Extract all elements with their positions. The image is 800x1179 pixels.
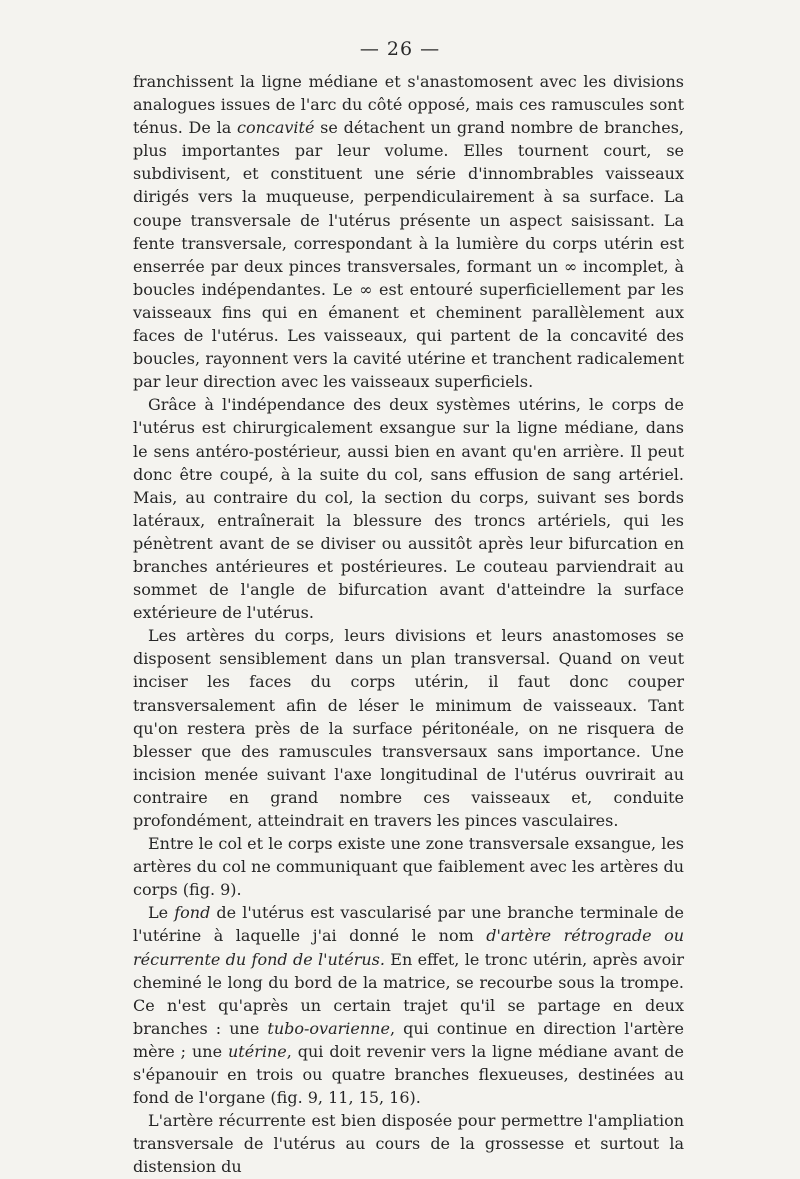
text-run: de l'utérus est vascularisé par une branche terminale de l'utérine à laquelle j'ai donné le nom xyxy=(133,903,684,946)
italic-run: tubo-ovarienne xyxy=(267,1018,390,1038)
text-run: Les artères du corps, leurs divisions et leurs anastomoses se disposent sensiblement dans un plan transversal. Quand on veut inciser les faces du corps utérin, il faut donc couper transversalement afin de léser le minimum de vaisseaux. Tant qu'on restera près de la surface péritonéale, on ne risquera de blesser que des ramuscules transversaux sans importance. Une incision menée suivant l'axe longitudinal de l'utérus ouvrirait au contraire en grand nombre ces vaisseaux et, conduite profondément, atteindrait en travers les pinces vasculaires. xyxy=(133,626,684,830)
text-run: se détachent un grand nombre de branches, plus importantes par leur volume. Elles tournent court, se subdivisent, et constituent une série d'innombrables vaisseaux dirigés vers la muqueuse, perpendiculairement à sa surface. La coupe transversale de l'utérus présente un aspect saisissant. La fente transversale, correspondant à la lumière du corps utérin est enserrée par deux pinces transversales, formant un ∞ incomplet, à boucles indépendantes. Le ∞ est entouré superficiellement par les vaisseaux fins qui en émanent et cheminent parallèlement aux faces de l'utérus. Les vaisseaux, qui partent de la concavité des boucles, rayonnent vers la cavité utérine et tranchent radicalement par leur direction avec les vaisseaux superficiels. xyxy=(133,118,684,392)
italic-run: concavité xyxy=(236,118,315,138)
text-run: L'artère récurrente est bien disposée pour permettre l'ampliation transversale de l'utérus au cours de la grossesse et surtout la distension du xyxy=(133,1111,684,1177)
text-run: franchissent la ligne médiane et s'anastomosent avec les divisions analogues issues de l'arc du côté opposé, mais ces ramuscules sont ténus. De la xyxy=(133,72,684,138)
body-text xyxy=(133,70,684,1179)
page-number: — 26 — xyxy=(359,38,441,60)
text-run: , qui doit revenir vers la ligne médiane avant de s'épanouir en trois ou quatre branches flexueuses, destinées au fond de l'organe (fig. 9, 11, 15, 16). xyxy=(133,1041,685,1108)
italic-run: utérine xyxy=(227,1041,287,1061)
paragraph xyxy=(133,901,684,1109)
paragraph xyxy=(133,624,684,832)
text-run: Le xyxy=(148,903,175,923)
text-run: Entre le col et le corps existe une zone transversale exsangue, les artères du col ne communiquant que faiblement avec les artères du corps (fig. 9). xyxy=(133,834,684,900)
paragraph xyxy=(133,393,684,624)
text-run: Grâce à l'indépendance des deux systèmes utérins, le corps de l'utérus est chirurgicalement exsangue sur la ligne médiane, dans le sens antéro-postérieur, aussi bien en avant qu'en arrière. Il peut donc être coupé, à la suite du col, sans effusion de sang artériel. Mais, au contraire du col, la section du corps, suivant ses bords latéraux, entraînerait la blessure des troncs artériels, qui les pénètrent avant de se diviser ou aussitôt après leur bifurcation en branches antérieures et postérieures. Le couteau parviendrait au sommet de l'angle de bifurcation avant d'atteindre la surface extérieure de l'utérus. xyxy=(133,395,684,623)
text-run: , qui continue en direction l'artère mère ; une xyxy=(133,1018,685,1061)
paragraph xyxy=(133,70,684,393)
italic-run: fond xyxy=(174,903,211,923)
text-run: En effet, le tronc utérin, après avoir cheminé le long du bord de la matrice, se recourbe sous la trompe. Ce n'est qu'après un certain trajet qu'il se partage en deux branches : une xyxy=(133,949,684,1038)
paragraph xyxy=(133,1109,684,1178)
paragraph xyxy=(133,832,684,901)
italic-run: d'artère rétrograde ou récurrente du fond de l'utérus. xyxy=(133,926,685,969)
